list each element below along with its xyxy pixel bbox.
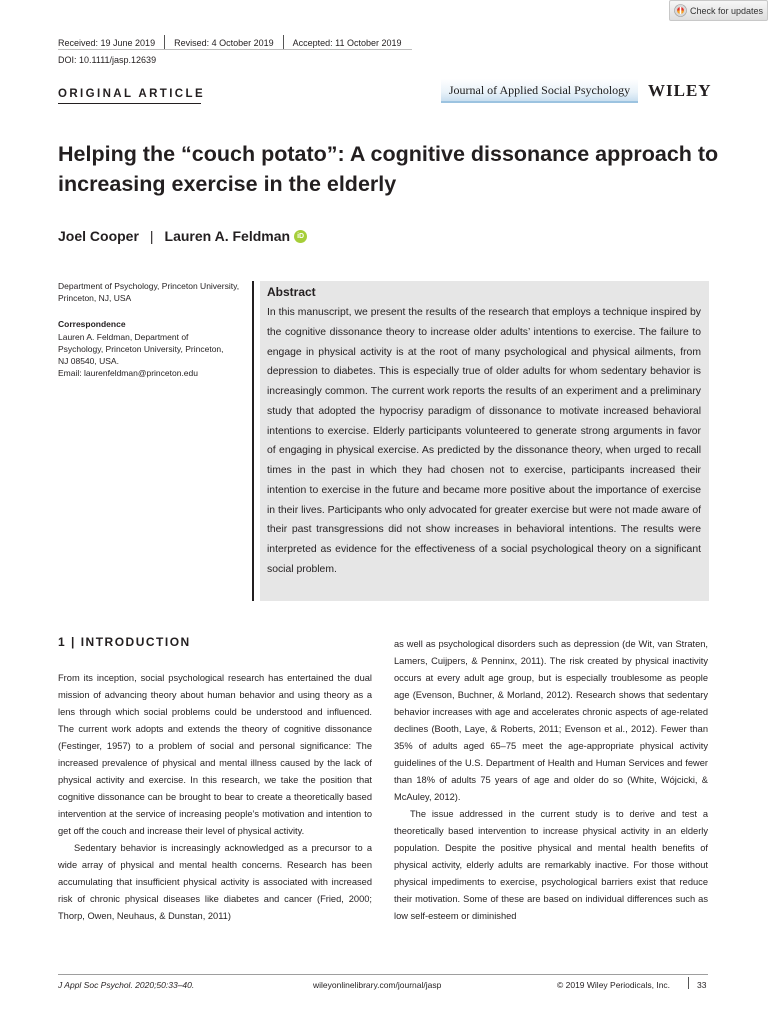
journal-name[interactable] (441, 79, 638, 103)
accepted-date: Accepted: 11 October 2019 (292, 37, 402, 48)
author-separator: | (149, 228, 154, 244)
crossmark-icon (674, 4, 687, 17)
journal-name-label: Journal of Applied Social Psychology (448, 82, 631, 97)
submission-dates (58, 35, 402, 50)
orcid-icon[interactable]: iD (294, 230, 307, 243)
divider (283, 35, 284, 50)
check-for-updates-button[interactable] (669, 0, 768, 21)
correspondence-details (58, 331, 248, 379)
check-for-updates-label: Check for updates (690, 5, 764, 16)
correspondence-heading: Correspondence (58, 319, 126, 329)
divider (164, 35, 165, 50)
received-date: Received: 19 June 2019 (58, 37, 156, 48)
footer-url[interactable]: wileyonlinelibrary.com/journal/jasp (313, 980, 442, 990)
publisher-logo[interactable]: WILEY (648, 81, 712, 100)
author-list (58, 228, 307, 244)
header-rule (58, 49, 412, 50)
author-name[interactable]: Joel Cooper (58, 228, 139, 244)
abstract-text: In this manuscript, we present the results of the research that employs a technique inspired by the cognitive dissonance theory to increase older adults’ intentions to exercise. The failure to engage in physical activity is at the root of many psychological and physical ailments, from depression to diabetes. This is especially true of older adults for whom sedentary behavior is increasingly common. The current work reports the results of an experiment and a preliminary study that adopted the hypocrisy paradigm of dissonance to motivate increased behavioral intentions to exercise. Elderly participants volunteered to generate strong arguments in favor of engaging in physical exercise. As predicted by the dissonance theory, when urged to recall times in the past in which they had chosen not to exercise, participants increased their intention to exercise in the future and became more positive about the importance of exercise in their lives. Participants who only advocated for greater exercise but were not made aware of their past transgressions did not show increases in behavioral intentions. The results were interpreted as evidence for the effectiveness of a social psychological theory on a significant social problem. (267, 307, 701, 575)
body-paragraph: as well as psychological disorders such as depression (de Wit, van Straten, Lamers, Cuijpers, & Penninx, 2011). The risk created by physical inactivity occurs at every adult age group, but is especially troublesome as people age (Evenson, Buchner, & Morland, 2012). Research shows that sedentary behavior increases with age and accelerates chronic aspects of age-related declines (Booth, Laye, & Roberts, 2011; Evenson et al., 2012). Fewer than 35% of adults aged 65–75 meet the age-appropriate physical activity guidelines of the U.S. Department of Health and Human Services and fewer than 18% of adults 75 years of age and older do so (White, Wójcicki, & McAuley, 2012). (394, 639, 708, 802)
page-number: 33 (697, 980, 707, 990)
article-type-rule (58, 103, 201, 104)
footer-copyright: © 2019 Wiley Periodicals, Inc. (557, 980, 671, 990)
footer-citation: J Appl Soc Psychol. 2020;50:33–40. (58, 980, 195, 990)
body-column-right (394, 636, 708, 925)
footer-rule (58, 974, 708, 975)
abstract-heading: Abstract (267, 285, 316, 299)
correspondence-line: NJ 08540, USA. (58, 356, 119, 366)
author-name[interactable]: Lauren A. Feldman (164, 228, 291, 244)
article-type: ORIGINAL ARTICLE (58, 88, 206, 100)
body-paragraph: From its inception, social psychological research has entertained the dual mission of advancing theory about human behavior and using theory as a lens through which social problems could be understood and influenced. The current work adopts and extends the theory of cognitive dissonance (Festinger, 1957) to a problem of social and personal significance: The increased prevalence of physical and mental illness caused by the lack of physical activity and exercise. In this research, we take the position that cognitive dissonance can be brought to bear to create a theoretically based intervention at the service of increasing people’s motivation and intention to get off the couch and increase their level of physical activity. (58, 673, 372, 836)
body-paragraph: Sedentary behavior is increasingly acknowledged as a precursor to a wide array of physical and mental health concerns. Research has been accumulating that insufficient physical activity is associated with increased risk of chronic physical diseases like diabetes and cancer (Fried, 2000; Thorp, Owen, Neuhaus, & Dunstan, 2011) (58, 843, 372, 921)
footer-divider (688, 977, 689, 989)
section-heading: 1 | INTRODUCTION (58, 635, 191, 649)
correspondence-line: Lauren A. Feldman, Department of (58, 332, 189, 342)
body-column-left (58, 670, 372, 925)
body-paragraph: The issue addressed in the current study is to derive and test a theoretically based intervention to increase physical activity in an elderly population. Despite the positive physical and mental health benefits of physical activity, elderly adults are remarkably inactive. For those without physical impediments to exercise, psychological barriers exist that reduce their motivation. Some of these are based on individual differences such as low self-esteem or diminished (394, 809, 708, 921)
doi[interactable]: DOI: 10.1111/jasp.12639 (58, 55, 157, 65)
affiliation: Department of Psychology, Princeton University, Princeton, NJ, USA (58, 281, 240, 303)
abstract-rule (252, 281, 254, 601)
article-title: Helping the “couch potato”: A cognitive dissonance approach to increasing exercise in the elderly (58, 142, 719, 196)
correspondence-line: Psychology, Princeton University, Princeton, (58, 344, 224, 354)
revised-date: Revised: 4 October 2019 (174, 37, 274, 48)
correspondence-email[interactable]: Email: laurenfeldman@princeton.edu (58, 368, 198, 378)
